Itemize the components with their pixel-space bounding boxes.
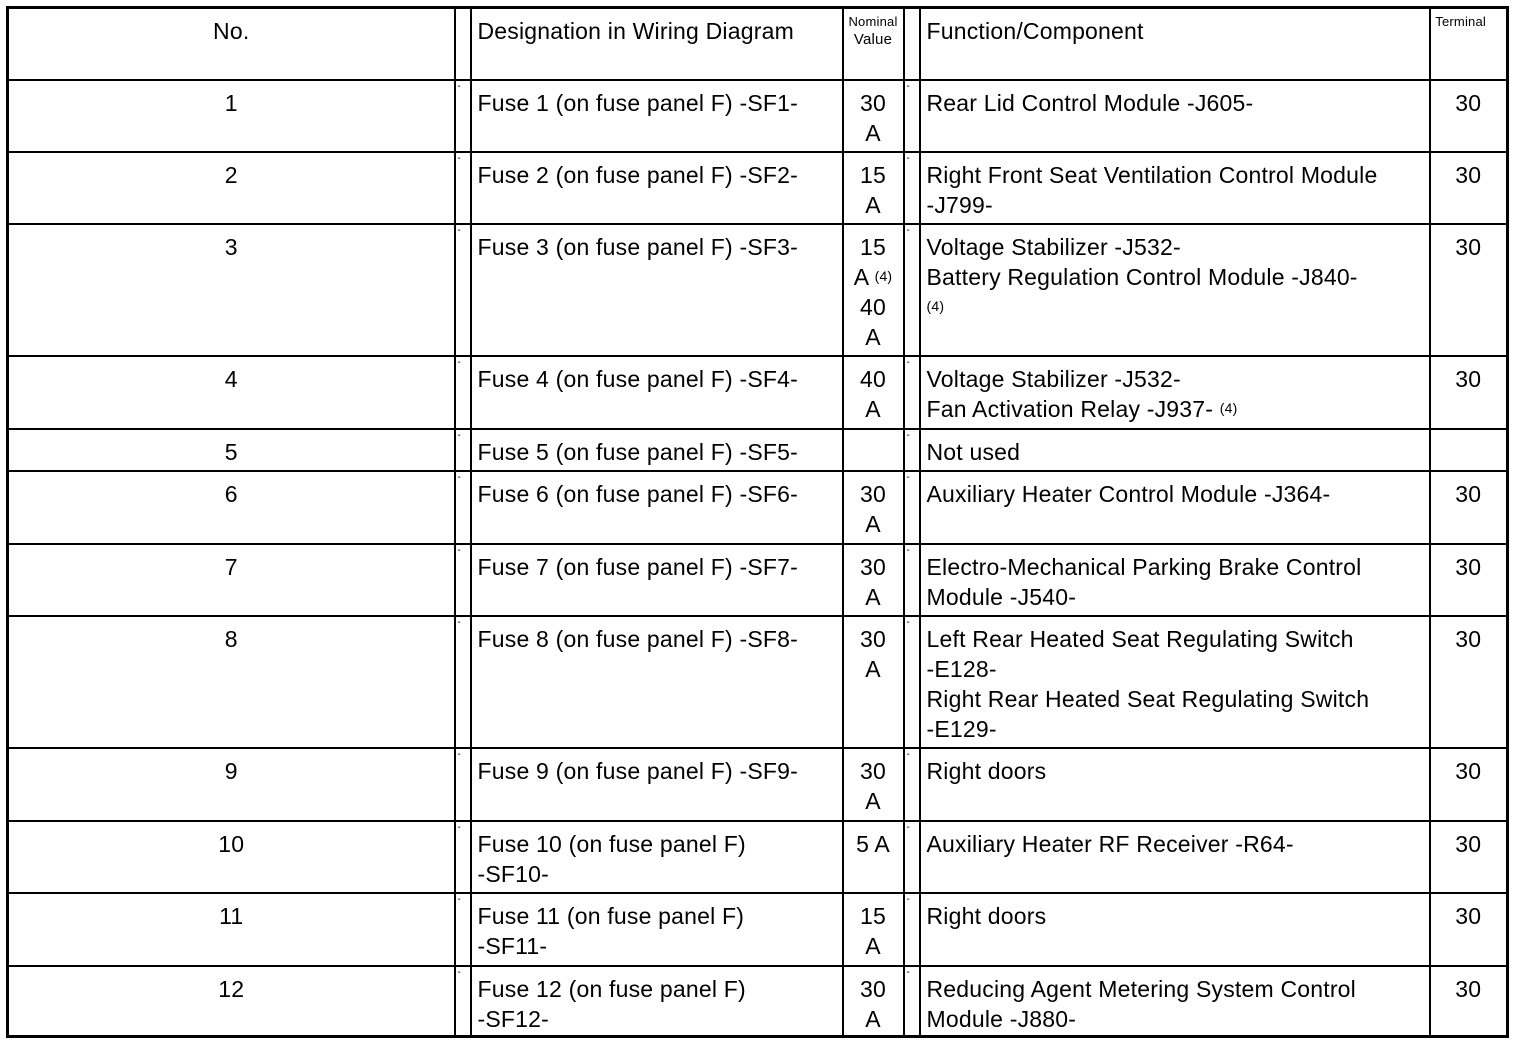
designation-text: Fuse 6 (on fuse panel F) -SF6-: [477, 480, 798, 507]
designation-cell: [471, 429, 843, 471]
function-line: [927, 756, 1429, 786]
fuse-number: 9: [8, 748, 455, 821]
nominal-value-text: 40: [860, 293, 886, 320]
nominal-value-text: 30: [860, 975, 886, 1002]
nominal-value-line: [844, 88, 903, 118]
header-function: Function/Component: [920, 8, 1430, 80]
table-row: [8, 80, 1508, 152]
footnote-marker: (4): [1219, 399, 1238, 416]
function-text: Auxiliary Heater Control Module -J364-: [926, 480, 1331, 507]
nominal-value-cell: [843, 821, 904, 893]
function-line: [927, 552, 1429, 582]
function-cell: [920, 429, 1430, 471]
nominal-value-text: 30: [860, 480, 886, 507]
function-cell: [920, 966, 1430, 1037]
nominal-value-text: A: [865, 1005, 881, 1032]
designation-cell: [471, 471, 843, 544]
table-row: [8, 616, 1508, 748]
nominal-value-line: [844, 654, 903, 684]
header-row: [8, 8, 1508, 80]
header-spacer: [455, 8, 471, 80]
nominal-value-line: [844, 786, 903, 816]
function-line: [927, 437, 1429, 467]
designation-text: Fuse 12 (on fuse panel F): [477, 975, 746, 1002]
function-line: [927, 714, 1429, 744]
nominal-value-line: [844, 394, 903, 424]
nominal-value-line: [844, 756, 903, 786]
function-line: [927, 190, 1429, 220]
nominal-value-line: [844, 160, 903, 190]
header-nominal-line1: Nominal: [848, 14, 898, 29]
function-text: Reducing Agent Metering System Control: [926, 975, 1356, 1002]
nominal-value-cell: [843, 356, 904, 429]
designation-text: Fuse 9 (on fuse panel F) -SF9-: [477, 757, 798, 784]
function-line: [927, 394, 1429, 424]
table-row: [8, 966, 1508, 1037]
function-line: [927, 1004, 1429, 1034]
nominal-value-line: [844, 232, 903, 262]
nominal-value-text: 30: [860, 625, 886, 652]
header-spacer: [904, 8, 920, 80]
nominal-value-cell: [843, 152, 904, 224]
terminal-cell: 30: [1430, 224, 1508, 356]
nominal-value-text: A: [865, 395, 881, 422]
terminal-cell: 30: [1430, 748, 1508, 821]
nominal-value-line: [844, 624, 903, 654]
row-spacer: [904, 821, 920, 893]
designation-cell: [471, 748, 843, 821]
designation-text: Fuse 5 (on fuse panel F) -SF5-: [477, 438, 798, 465]
row-spacer: [455, 356, 471, 429]
nominal-value-line: [844, 552, 903, 582]
fuse-number: 10: [8, 821, 455, 893]
row-spacer: [455, 544, 471, 616]
function-text: Module -J880-: [926, 1005, 1077, 1032]
header-no: No.: [8, 8, 455, 80]
fuse-number: 5: [8, 429, 455, 471]
row-spacer: [455, 748, 471, 821]
nominal-value-text: A: [865, 119, 881, 146]
row-spacer: [904, 893, 920, 966]
row-spacer: [455, 429, 471, 471]
nominal-value-line: [844, 509, 903, 539]
function-cell: [920, 544, 1430, 616]
designation-text: Fuse 8 (on fuse panel F) -SF8-: [477, 625, 798, 652]
function-text: -J799-: [926, 191, 993, 218]
function-line: [927, 364, 1429, 394]
row-spacer: [455, 893, 471, 966]
designation-cell: [471, 966, 843, 1037]
row-spacer: [455, 80, 471, 152]
function-line: [927, 974, 1429, 1004]
row-spacer: [455, 966, 471, 1037]
row-spacer: [455, 152, 471, 224]
designation-text: -SF11-: [477, 932, 548, 959]
function-text: -E129-: [926, 715, 997, 742]
nominal-value-text: A: [865, 191, 881, 218]
table-row: [8, 821, 1508, 893]
row-spacer: [904, 224, 920, 356]
function-text: Right doors: [926, 902, 1047, 929]
nominal-value-text: 15: [860, 902, 886, 929]
table-row: [8, 152, 1508, 224]
row-spacer: [904, 544, 920, 616]
function-line: [927, 901, 1429, 931]
nominal-value-cell: [843, 471, 904, 544]
designation-text: Fuse 4 (on fuse panel F) -SF4-: [477, 365, 798, 392]
function-text: Right Rear Heated Seat Regulating Switch: [926, 685, 1370, 712]
row-spacer: [904, 616, 920, 748]
fuse-number: 11: [8, 893, 455, 966]
terminal-cell: 30: [1430, 893, 1508, 966]
function-line: [927, 479, 1429, 509]
fuse-number: 7: [8, 544, 455, 616]
nominal-value-cell: [843, 616, 904, 748]
designation-text: -SF12-: [477, 1005, 549, 1032]
nominal-value-line: [844, 292, 903, 322]
function-line: [927, 582, 1429, 612]
nominal-value-text: A: [865, 323, 881, 350]
function-text: Right doors: [926, 757, 1047, 784]
designation-cell: [471, 616, 843, 748]
nominal-value-line: [844, 118, 903, 148]
header-nominal-value: [843, 8, 904, 80]
table-row: [8, 893, 1508, 966]
row-spacer: [455, 224, 471, 356]
function-text: Voltage Stabilizer -J532-: [926, 233, 1181, 260]
nominal-value-line: [844, 322, 903, 352]
header-designation: Designation in Wiring Diagram: [471, 8, 843, 80]
nominal-value-line: [844, 829, 903, 859]
nominal-value-text: A: [865, 787, 881, 814]
footnote-marker: (4): [874, 267, 893, 284]
nominal-value-cell: [843, 893, 904, 966]
nominal-value-line: [844, 901, 903, 931]
designation-text: Fuse 1 (on fuse panel F) -SF1-: [477, 89, 798, 116]
nominal-value-line: [844, 479, 903, 509]
function-cell: [920, 356, 1430, 429]
nominal-value-line: [844, 262, 903, 292]
function-line: [927, 262, 1429, 292]
nominal-value-cell: [843, 224, 904, 356]
designation-text: Fuse 11 (on fuse panel F): [477, 902, 745, 929]
table-row: [8, 356, 1508, 429]
function-cell: [920, 821, 1430, 893]
designation-cell: [471, 152, 843, 224]
table-row: [8, 429, 1508, 471]
terminal-cell: 30: [1430, 152, 1508, 224]
fuse-number: 6: [8, 471, 455, 544]
row-spacer: [904, 429, 920, 471]
terminal-cell: 30: [1430, 966, 1508, 1037]
nominal-value-line: [844, 974, 903, 1004]
designation-cell: [471, 821, 843, 893]
nominal-value-text: 40: [860, 365, 886, 392]
terminal-cell: 30: [1430, 616, 1508, 748]
terminal-cell: 30: [1430, 821, 1508, 893]
nominal-value-line: [844, 931, 903, 961]
header-terminal: Terminal: [1430, 8, 1508, 80]
function-line: [927, 88, 1429, 118]
function-line: [927, 654, 1429, 684]
fuse-number: 12: [8, 966, 455, 1037]
table-row: [8, 748, 1508, 821]
function-cell: [920, 152, 1430, 224]
designation-text: Fuse 3 (on fuse panel F) -SF3-: [477, 233, 798, 260]
nominal-value-line: [844, 190, 903, 220]
fuse-number: 1: [8, 80, 455, 152]
table-row: [8, 224, 1508, 356]
function-text: Auxiliary Heater RF Receiver -R64-: [926, 830, 1294, 857]
function-line: [927, 160, 1429, 190]
function-text: Rear Lid Control Module -J605-: [926, 89, 1254, 116]
function-text: Right Front Seat Ventilation Control Module: [926, 161, 1378, 188]
nominal-value-text: 30: [860, 757, 886, 784]
fuse-number: 3: [8, 224, 455, 356]
table-row: [8, 544, 1508, 616]
nominal-value-text: A: [865, 932, 881, 959]
header-nominal-line2: Value: [853, 31, 893, 48]
designation-cell: [471, 544, 843, 616]
function-line: [927, 829, 1429, 859]
function-text: Voltage Stabilizer -J532-: [926, 365, 1181, 392]
row-spacer: [904, 356, 920, 429]
nominal-value-text: 5 A: [856, 830, 890, 857]
function-cell: [920, 224, 1430, 356]
fuse-number: 8: [8, 616, 455, 748]
nominal-value-text: A: [865, 583, 881, 610]
nominal-value-text: 30: [860, 89, 886, 116]
function-text: Module -J540-: [926, 583, 1077, 610]
function-cell: [920, 80, 1430, 152]
function-cell: [920, 748, 1430, 821]
nominal-value-cell: [843, 80, 904, 152]
function-text: Electro-Mechanical Parking Brake Control: [926, 553, 1362, 580]
nominal-value-cell: [843, 429, 904, 471]
table-row: [8, 471, 1508, 544]
designation-cell: [471, 80, 843, 152]
function-text: Battery Regulation Control Module -J840-: [926, 263, 1358, 290]
designation-text: Fuse 7 (on fuse panel F) -SF7-: [477, 553, 798, 580]
row-spacer: [904, 966, 920, 1037]
function-text: Fan Activation Relay -J937-: [926, 395, 1220, 422]
designation-text: Fuse 10 (on fuse panel F): [477, 830, 746, 857]
nominal-value-cell: [843, 544, 904, 616]
fuse-number: 4: [8, 356, 455, 429]
function-line: [927, 684, 1429, 714]
row-spacer: [455, 471, 471, 544]
terminal-cell: 30: [1430, 356, 1508, 429]
row-spacer: [904, 471, 920, 544]
function-text: Left Rear Heated Seat Regulating Switch: [926, 625, 1354, 652]
designation-text: Fuse 2 (on fuse panel F) -SF2-: [477, 161, 798, 188]
nominal-value-text: 15: [860, 233, 886, 260]
designation-text: -SF10-: [477, 860, 549, 887]
table-body: [8, 80, 1508, 1037]
row-spacer: [904, 748, 920, 821]
row-spacer: [455, 821, 471, 893]
function-text: -E128-: [926, 655, 997, 682]
nominal-value-text: A: [853, 263, 868, 290]
nominal-value-cell: [843, 748, 904, 821]
nominal-value-cell: [843, 966, 904, 1037]
terminal-cell: 30: [1430, 80, 1508, 152]
function-line: [927, 292, 1429, 322]
terminal-cell: 30: [1430, 544, 1508, 616]
designation-cell: [471, 356, 843, 429]
function-cell: [920, 471, 1430, 544]
function-text: Not used: [926, 438, 1021, 465]
nominal-value-line: [844, 1004, 903, 1034]
nominal-value-text: A: [865, 655, 881, 682]
nominal-value-line: [844, 364, 903, 394]
row-spacer: [455, 616, 471, 748]
footnote-marker: (4): [926, 297, 945, 314]
fuse-table: [6, 6, 1509, 1038]
nominal-value-text: 15: [860, 161, 886, 188]
row-spacer: [904, 80, 920, 152]
function-line: [927, 232, 1429, 262]
fuse-number: 2: [8, 152, 455, 224]
nominal-value-text: 30: [860, 553, 886, 580]
nominal-value-line: [844, 582, 903, 612]
function-cell: [920, 616, 1430, 748]
function-line: [927, 624, 1429, 654]
terminal-cell: [1430, 429, 1508, 471]
row-spacer: [904, 152, 920, 224]
terminal-cell: 30: [1430, 471, 1508, 544]
designation-cell: [471, 224, 843, 356]
nominal-value-text: A: [865, 510, 881, 537]
designation-cell: [471, 893, 843, 966]
function-cell: [920, 893, 1430, 966]
